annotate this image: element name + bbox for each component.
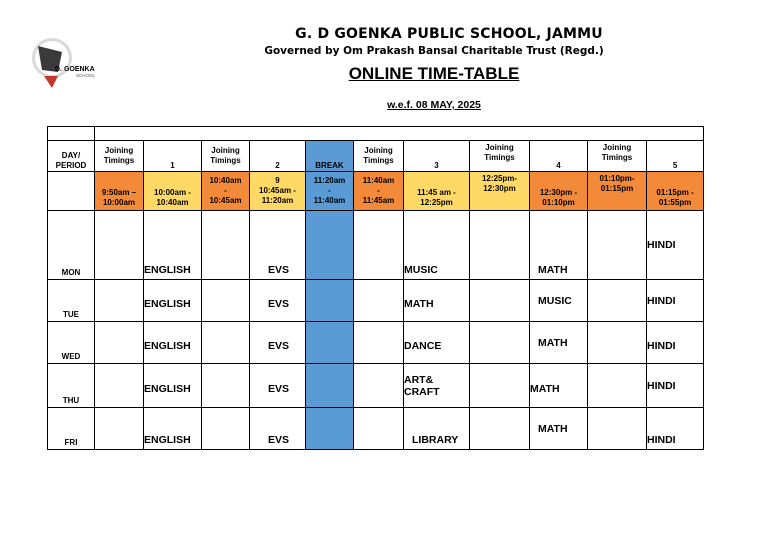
day-label: MON bbox=[48, 211, 95, 280]
school-name: G. D GOENKA PUBLIC SCHOOL, JAMMU bbox=[295, 26, 603, 42]
timing-joining-4: 12:25pm- 12:30pm bbox=[470, 172, 530, 211]
subject-cell: DANCE bbox=[404, 322, 470, 364]
header-period-3: 3 bbox=[404, 141, 470, 172]
joining-cell bbox=[202, 322, 250, 364]
subject-cell: HINDI bbox=[647, 322, 704, 364]
joining-cell bbox=[588, 211, 647, 280]
header-break: BREAK bbox=[306, 141, 354, 172]
table-row bbox=[48, 408, 704, 450]
subject-cell: EVS bbox=[250, 408, 306, 450]
header-joining-4: Joining Timings bbox=[470, 141, 530, 172]
joining-cell bbox=[202, 280, 250, 322]
subject-cell: MUSIC bbox=[404, 211, 470, 280]
page-title: ONLINE TIME-TABLE bbox=[348, 64, 520, 83]
joining-cell bbox=[354, 280, 404, 322]
subject-cell: HINDI bbox=[647, 364, 704, 408]
table-row bbox=[48, 280, 704, 322]
joining-cell bbox=[588, 364, 647, 408]
subject-cell: MATH bbox=[530, 211, 588, 280]
day-label: FRI bbox=[48, 408, 95, 450]
subject-cell: EVS bbox=[250, 280, 306, 322]
joining-cell bbox=[95, 211, 144, 280]
trust-line: Governed by Om Prakash Bansal Charitable Trust (Regd.) bbox=[264, 45, 604, 57]
break-cell bbox=[306, 408, 354, 450]
timing-period-5: 01:15pm - 01:55pm bbox=[647, 172, 704, 211]
timing-period-4: 12:30pm - 01:10pm bbox=[530, 172, 588, 211]
table-header-row bbox=[48, 141, 704, 172]
top-blank-cell bbox=[48, 127, 95, 141]
day-label: THU bbox=[48, 364, 95, 408]
joining-cell bbox=[354, 211, 404, 280]
timing-blank bbox=[48, 172, 95, 211]
timing-joining-5: 01:10pm- 01:15pm bbox=[588, 172, 647, 211]
effective-date: w.e.f. 08 MAY, 2025 bbox=[387, 99, 481, 111]
joining-cell bbox=[95, 322, 144, 364]
timing-row bbox=[48, 172, 704, 211]
subject-cell: LIBRARY bbox=[404, 408, 470, 450]
joining-cell bbox=[95, 280, 144, 322]
joining-cell bbox=[470, 211, 530, 280]
subject-cell: MUSIC bbox=[530, 280, 588, 322]
break-cell bbox=[306, 322, 354, 364]
joining-cell bbox=[470, 280, 530, 322]
subject-cell: HINDI bbox=[647, 408, 704, 450]
joining-cell bbox=[202, 408, 250, 450]
subject-cell: MATH bbox=[530, 364, 588, 408]
header-period-4: 4 bbox=[530, 141, 588, 172]
joining-cell bbox=[588, 408, 647, 450]
joining-cell bbox=[354, 408, 404, 450]
header-joining-3: Joining Timings bbox=[354, 141, 404, 172]
timetable bbox=[47, 126, 704, 450]
subject-cell: ENGLISH bbox=[144, 408, 202, 450]
subject-cell: HINDI bbox=[647, 280, 704, 322]
header-period-2: 2 bbox=[250, 141, 306, 172]
joining-cell bbox=[95, 364, 144, 408]
logo-text: D. GOENKA bbox=[55, 66, 95, 73]
timing-period-2: 9 10:45am - 11:20am bbox=[250, 172, 306, 211]
subject-cell: ENGLISH bbox=[144, 364, 202, 408]
day-label: TUE bbox=[48, 280, 95, 322]
subject-cell: ENGLISH bbox=[144, 211, 202, 280]
break-cell bbox=[306, 280, 354, 322]
header-joining-5: Joining Timings bbox=[588, 141, 647, 172]
break-cell bbox=[306, 364, 354, 408]
joining-cell bbox=[202, 211, 250, 280]
header-period-5: 5 bbox=[647, 141, 704, 172]
logo-subtext: SCHOOL bbox=[76, 73, 96, 78]
joining-cell bbox=[470, 364, 530, 408]
joining-cell bbox=[588, 280, 647, 322]
top-span-cell bbox=[95, 127, 704, 141]
joining-cell bbox=[470, 408, 530, 450]
joining-cell bbox=[354, 364, 404, 408]
subject-cell: MATH bbox=[404, 280, 470, 322]
subject-cell: ART& CRAFT bbox=[404, 364, 470, 408]
joining-cell bbox=[588, 322, 647, 364]
subject-cell: ENGLISH bbox=[144, 280, 202, 322]
header-period-1: 1 bbox=[144, 141, 202, 172]
header-joining-1: Joining Timings bbox=[95, 141, 144, 172]
break-cell bbox=[306, 211, 354, 280]
table-top-row bbox=[48, 127, 704, 141]
timing-joining-1: 9:50am – 10:00am bbox=[95, 172, 144, 211]
subject-cell: MATH bbox=[530, 322, 588, 364]
joining-cell bbox=[202, 364, 250, 408]
subject-cell: EVS bbox=[250, 364, 306, 408]
table-row bbox=[48, 322, 704, 364]
header-joining-2: Joining Timings bbox=[202, 141, 250, 172]
day-label: WED bbox=[48, 322, 95, 364]
subject-cell: EVS bbox=[250, 211, 306, 280]
subject-cell: HINDI bbox=[647, 211, 704, 280]
subject-cell: ENGLISH bbox=[144, 322, 202, 364]
timing-joining-3: 11:40am - 11:45am bbox=[354, 172, 404, 211]
table-row bbox=[48, 364, 704, 408]
timing-period-1: 10:00am - 10:40am bbox=[144, 172, 202, 211]
timing-break: 11:20am - 11:40am bbox=[306, 172, 354, 211]
timing-period-3: 11:45 am - 12:25pm bbox=[404, 172, 470, 211]
subject-cell: MATH bbox=[530, 408, 588, 450]
joining-cell bbox=[470, 322, 530, 364]
joining-cell bbox=[354, 322, 404, 364]
header-day-period: DAY/ PERIOD bbox=[48, 141, 95, 172]
table-row bbox=[48, 211, 704, 280]
subject-cell: EVS bbox=[250, 322, 306, 364]
joining-cell bbox=[95, 408, 144, 450]
timing-joining-2: 10:40am - 10:45am bbox=[202, 172, 250, 211]
